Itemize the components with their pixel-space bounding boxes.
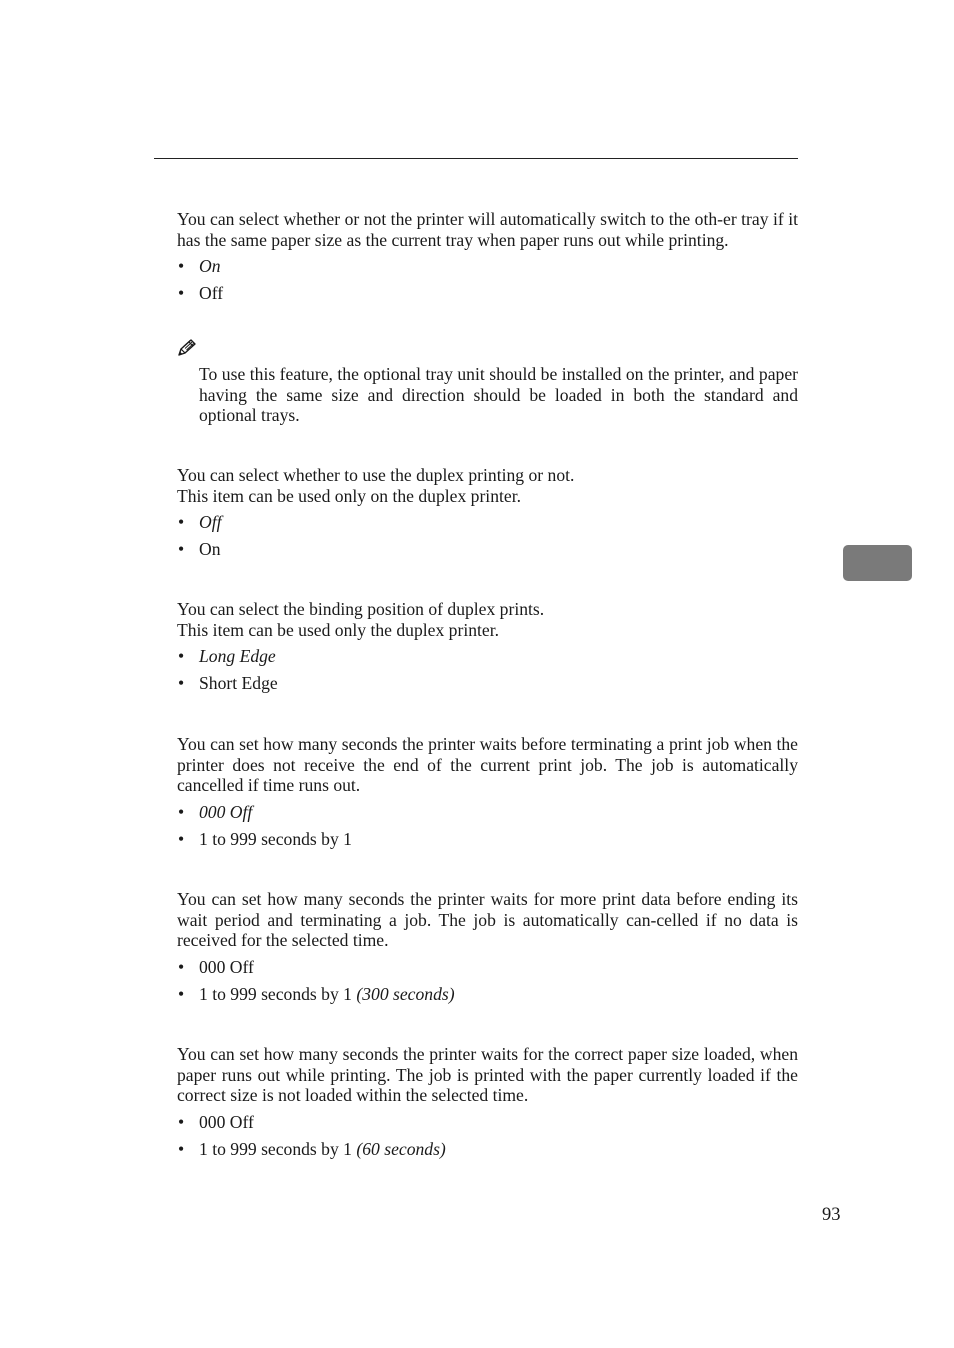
option-list [177,256,798,303]
option-list [177,802,798,849]
option-list [177,646,798,693]
option-label: On [199,539,221,560]
section-paper-timeout [177,1044,798,1166]
section-paragraph: You can set how many seconds the printer waits for the correct paper size loaded, when paper runs out while printing. The job is printed with the paper currently loaded if the correct size is not loaded within the selected time. [177,1044,798,1106]
option-list [177,957,798,1004]
option-label: 1 to 999 seconds by 1 [199,828,352,849]
option-item [177,512,798,532]
section-paragraph: This item can be used only the duplex printer. [177,619,499,640]
section-duplex [177,465,798,566]
option-label: 1 to 999 seconds by 1 [199,1138,352,1159]
section-binding [177,599,798,700]
option-list [177,512,798,559]
option-item [177,829,798,849]
section-paragraph: You can set how many seconds the printer waits before terminating a print job when the printer does not receive the end of the current print job. The job is automatically cancelled if time runs out. [177,734,798,796]
option-label: 000 Off [199,1111,254,1132]
section-paragraph: You can select whether or not the printer will automatically switch to the oth-er tray if it has the same paper size as the current tray when paper runs out while printing. [177,209,798,250]
note-pencil-icon [177,338,197,358]
option-item [177,646,798,666]
section-wait-timeout [177,889,798,1011]
page-number: 93 [822,1205,841,1225]
section-paragraph: You can set how many seconds the printer waits for more print data before ending its wait period and terminating a job. The job is automatically can-celled if no data is received for the selected time. [177,889,798,951]
option-item [177,1139,798,1159]
chapter-tab [843,545,912,581]
section-paragraph: You can select the binding position of duplex prints. [177,599,545,619]
section-paragraph: This item can be used only on the duplex printer. [177,485,521,506]
option-item [177,957,798,977]
option-default-label: Off [199,512,222,533]
option-default-label: On [199,256,221,277]
option-item [177,256,798,276]
option-default-label: (300 seconds) [356,983,455,1004]
option-label: 1 to 999 seconds by 1 [199,983,352,1004]
section-job-timeout [177,734,798,856]
option-item [177,673,798,693]
option-default-label: 000 Off [199,801,253,822]
option-list [177,1112,798,1159]
section-paragraph: You can select whether to use the duplex printing or not. [177,465,575,485]
option-label: Off [199,283,224,304]
option-label: 000 Off [199,956,254,977]
option-item [177,283,798,303]
option-default-label: Long Edge [199,646,276,667]
option-label: Short Edge [199,673,278,694]
header-rule [154,158,798,159]
option-item [177,539,798,559]
option-item [177,802,798,822]
note-text [199,364,798,426]
note-paragraph: To use this feature, the optional tray unit should be installed on the printer, and paper having the same size and direction should be loaded in both the standard and optional trays. [199,364,798,426]
section-tray-switching [177,209,798,310]
option-item [177,1112,798,1132]
option-item [177,984,798,1004]
option-default-label: (60 seconds) [356,1138,446,1159]
